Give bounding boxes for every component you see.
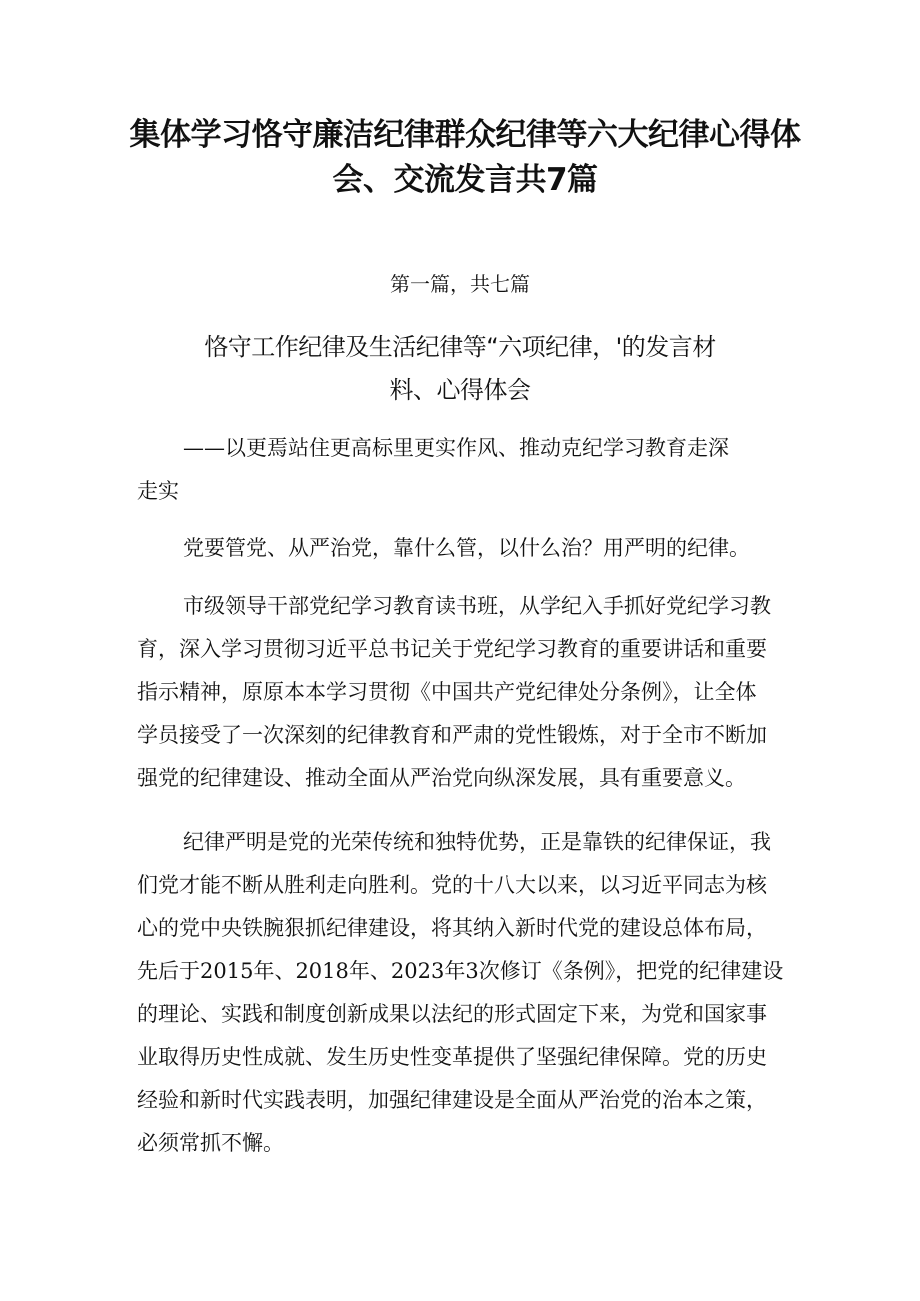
- paragraph-3-line-5: 的理论、实践和制度创新成果以法纪的形式固定下来，为党和国家事: [137, 1002, 767, 1026]
- subtitle-line-2: 料、心得体会: [389, 376, 531, 404]
- document-title-line-2: 会、交流发言共7篇: [332, 162, 598, 198]
- tagline-line-1: ——以更焉站住更高标里更实作风、推动克纪学习教育走深: [183, 436, 729, 460]
- paragraph-3-line-4: 先后于2015年、2018年、2023年3次修订《条例》，把党的纪律建设: [137, 959, 784, 983]
- paragraph-3-line-3: 心的党中央铁腕狠抓纪律建设，将其纳入新时代党的建设总体布局，: [137, 916, 767, 940]
- paragraph-3-line-6: 业取得历史性成就、发生历史性变革提供了坚强纪律保障。党的历史: [137, 1045, 767, 1069]
- tagline-line-2: 走实: [137, 479, 179, 503]
- section-label: 第一篇，共七篇: [390, 272, 530, 296]
- paragraph-2-line-5: 强党的纪律建设、推动全面从严治党向纵深发展，具有重要意义。: [137, 766, 746, 790]
- paragraph-2-line-1: 市级领导干部党纪学习教育读书班，从学纪入手抓好党纪学习教: [183, 594, 771, 618]
- paragraph-2-line-2: 育，深入学习贯彻习近平总书记关于党纪学习教育的重要讲话和重要: [137, 637, 767, 661]
- document-title-line-1: 集体学习恪守廉洁纪律群众纪律等六大纪律心得体: [129, 117, 801, 153]
- paragraph-1-line-1: 党要管党、从严治党，靠什么管，以什么治？用严明的纪律。: [183, 536, 750, 560]
- paragraph-3-line-1: 纪律严明是党的光荣传统和独特优势，正是靠铁的纪律保证，我: [183, 830, 771, 854]
- paragraph-3-line-7: 经验和新时代实践表明，加强纪律建设是全面从严治党的治本之策，: [137, 1088, 767, 1112]
- paragraph-3-line-2: 们党才能不断从胜利走向胜利。党的十八大以来，以习近平同志为核: [137, 873, 767, 897]
- subtitle-line-1: 恪守工作纪律及生活纪律等“六项纪律，'的发言材: [204, 333, 716, 361]
- paragraph-3-line-8: 必须常抓不懈。: [137, 1131, 284, 1155]
- paragraph-2-line-3: 指示精神，原原本本学习贯彻《中国共产党纪律处分条例》，让全体: [137, 680, 757, 704]
- paragraph-2-line-4: 学员接受了一次深刻的纪律教育和严肃的党性锻炼，对于全市不断加: [137, 723, 767, 747]
